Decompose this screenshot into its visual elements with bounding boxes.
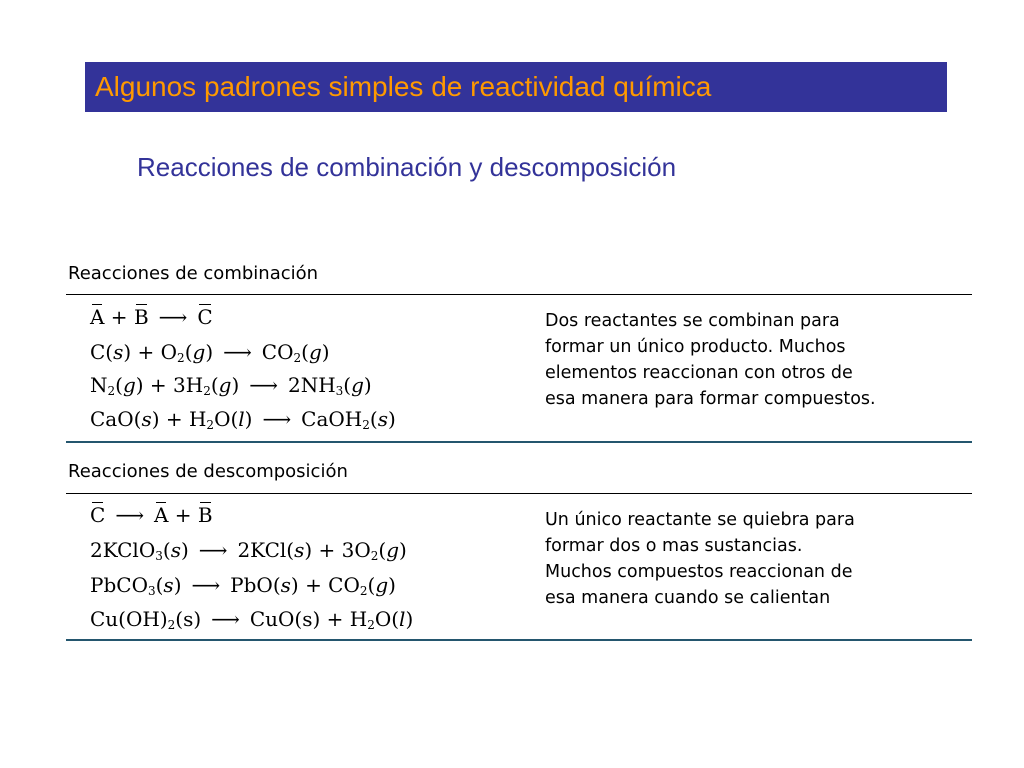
slide-subtitle: Reacciones de combinación y descomposición — [137, 152, 677, 182]
slide-title: Algunos padrones simples de reactividad química — [95, 71, 712, 102]
combination-description-line: elementos reaccionan con otros de — [545, 363, 853, 383]
combination-description — [545, 308, 876, 412]
equation-carbon-oxygen: $C(s) + O_2(g)$ ⟶ $CO_2(g)$ — [90, 340, 330, 365]
combination-description-line: formar un único producto. Muchos — [545, 337, 846, 357]
decomposition-description-line: formar dos o mas sustancias. — [545, 536, 803, 556]
title-bar — [85, 62, 947, 112]
equation-combination-general: A + B ⟶ C — [90, 305, 213, 329]
combination-description-line: Dos reactantes se combinan para — [545, 311, 840, 331]
equation-lead-carbonate: PbCO$_3$(s) ⟶ $PbO(s) + CO_2(g)$ — [90, 573, 396, 598]
equation-potassium-chlorate: 2KClO$_3$(s) ⟶ $2KCl(s) + 3O_2(g)$ — [90, 538, 407, 563]
decomposition-heading: Reacciones de descomposición — [68, 461, 348, 482]
combination-bottom-rule — [66, 441, 972, 443]
equation-copper-hydroxide: $Cu(OH)_2(s)$ ⟶ $CuO(s) + H_2O(l)$ — [90, 607, 414, 632]
equation-decomposition-general: C ⟶ A + B — [90, 503, 213, 527]
decomposition-bottom-rule — [66, 639, 972, 641]
equation-ammonia: $N_2(g) + 3H_2(g)$ ⟶ $2NH_3(g)$ — [90, 373, 372, 398]
combination-heading: Reacciones de combinación — [68, 263, 319, 284]
decomposition-description — [545, 507, 855, 611]
combination-top-rule — [66, 294, 972, 295]
decomposition-description-line: Un único reactante se quiebra para — [545, 510, 855, 530]
combination-description-line: esa manera para formar compuestos. — [545, 389, 876, 409]
equation-calcium-hydroxide: $CaO(s) + H_2O(l)$ ⟶ CaOH$_2$(s) — [90, 407, 396, 432]
decomposition-description-line: Muchos compuestos reaccionan de — [545, 562, 853, 582]
decomposition-top-rule — [66, 493, 972, 494]
decomposition-description-line: esa manera cuando se calientan — [545, 588, 831, 608]
